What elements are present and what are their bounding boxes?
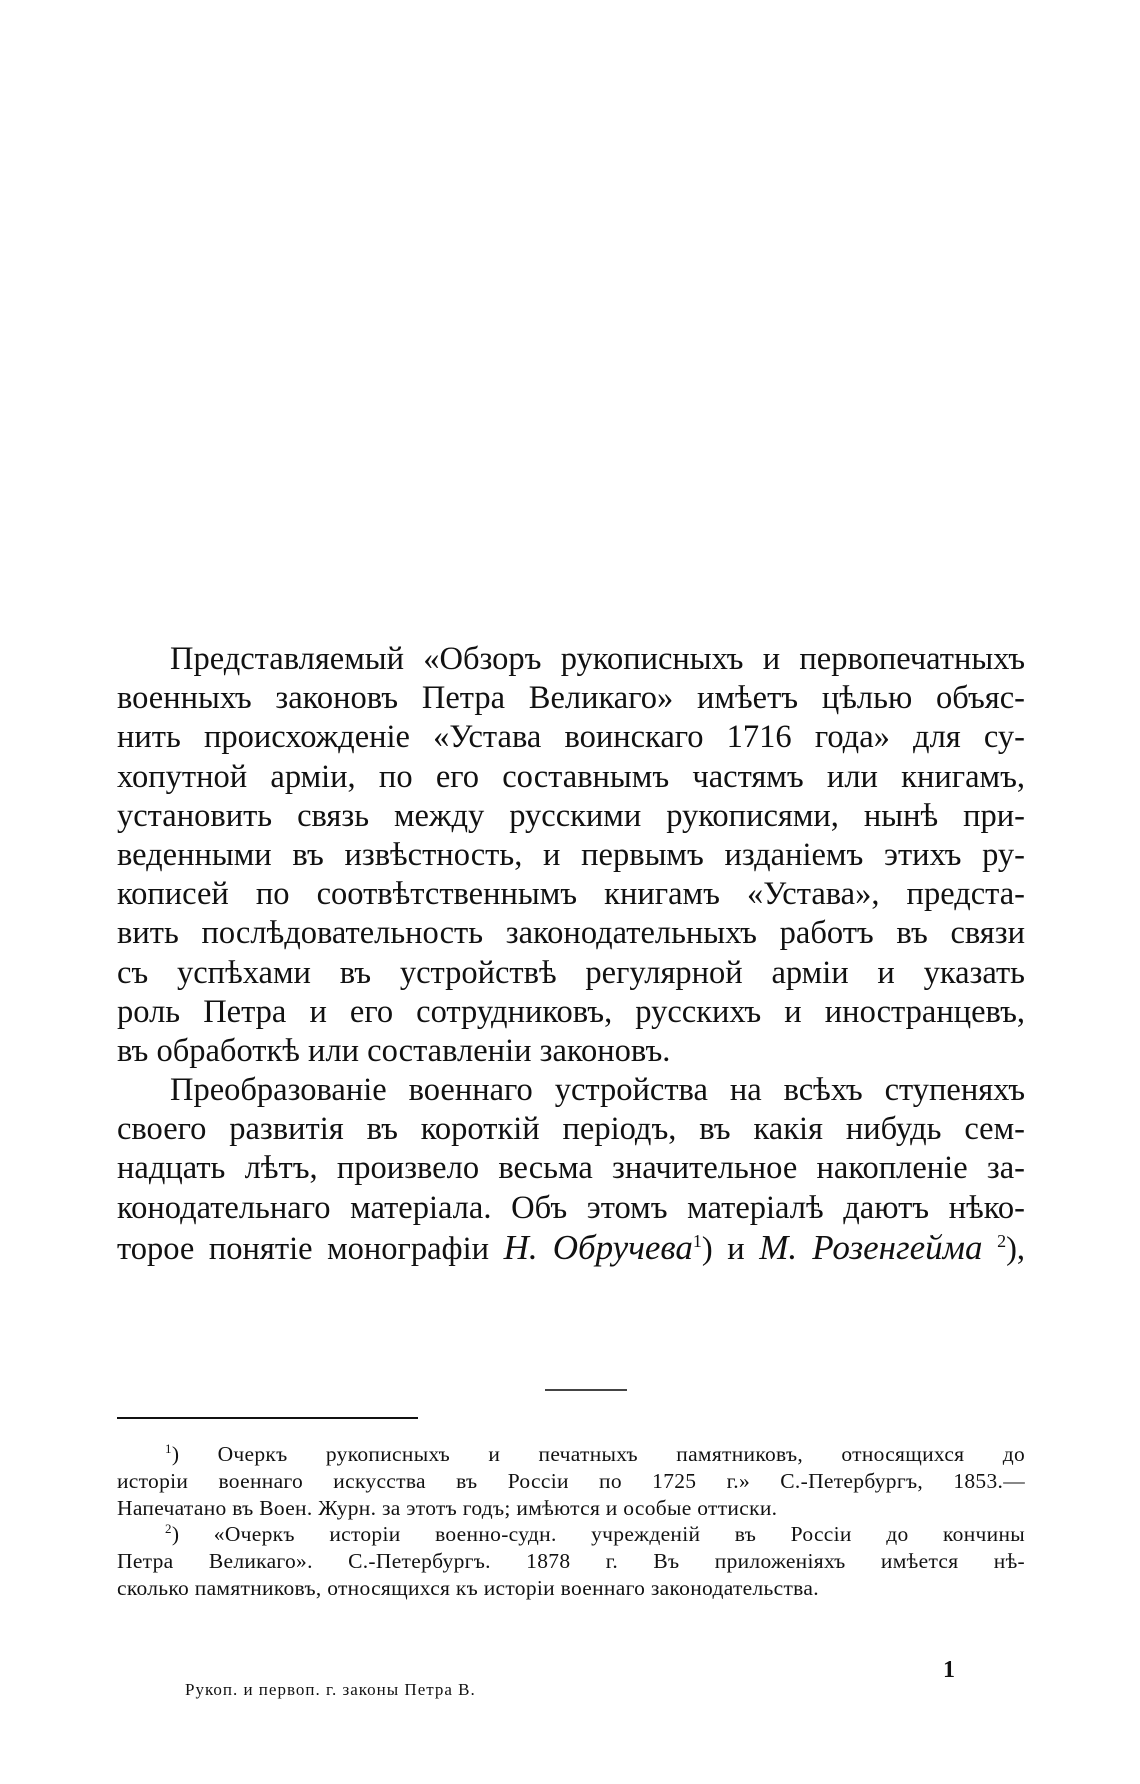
text-line: въ обработкѣ или составленіи законовъ. [117,1032,671,1069]
text-line: съ успѣхами въ устройствѣ регулярной арміи и указать [117,954,1025,991]
text-line: надцать лѣтъ, произвело весьма значительное накопленіе за- [117,1150,1025,1187]
text-line: нить происхожденіе «Устава воинскаго 1716 года» для су- [117,719,1025,756]
line-text: торое понятіе монографіи [117,1230,490,1267]
text-line: Представляемый «Обзоръ рукописныхъ и первопечатныхъ [170,641,1025,677]
footnote-line: сколько памятниковъ, относящихся къ исторіи военнаго законодательства. [117,1575,819,1600]
footnote-line: Напечатано въ Воен. Журн. за этотъ годъ; имѣются и особые оттиски. [117,1495,778,1520]
printer-mark [545,1389,627,1391]
footnote-text: ) «Очеркъ исторіи военно-судн. учрежденій въ Россіи до кончины [171,1522,1025,1547]
conjunction: и [727,1230,745,1267]
text-line: Преобразованіе военнаго устройства на всѣхъ ступеняхъ [170,1072,1025,1109]
footnotes [117,1441,1025,1602]
text-line: установить связь между русскими рукописями, нынѣ при- [117,797,1025,834]
text-line: хопутной арміи, по его составнымъ частямъ или книгамъ, [117,758,1025,795]
author-rosengeim: М. Розенгейма [759,1227,983,1267]
footnote-ref-2: 2 [997,1230,1007,1251]
line-tail: ), [1006,1230,1026,1267]
signature-mark: Рукоп. и первоп. г. законы Петра В. [185,1680,476,1699]
text-line: веденными въ извѣстность, и первымъ изданіемъ этихъ ру- [117,836,1025,873]
footnote-line [117,1521,1025,1548]
page-number: 1 [943,1657,955,1683]
body-text [117,640,1025,1267]
text-line: своего развитія въ короткій періодъ, въ какія нибудь сем- [117,1111,1025,1148]
footnote-text: ) Очеркъ рукописныхъ и печатныхъ памятниковъ, относящихся до [171,1442,1025,1466]
footnote-ref-1: 1 [692,1230,702,1251]
footnote-line: исторіи военнаго искусства въ Россіи по 1725 г.» С.-Петербургъ, 1853.— [117,1468,1025,1493]
text-line: роль Петра и его сотрудниковъ, русскихъ и иностранцевъ, [117,993,1025,1030]
footnote-marker: 2 [165,1521,172,1537]
footnote-line [117,1441,1025,1468]
footnote-marker: 1 [165,1440,172,1456]
footnote-divider [117,1417,418,1419]
text-line-last: торое понятіе монографіи Н. Обручева$^1$) и М. Розенгейма $^2$), [117,1227,1026,1267]
footnote-line: Петра Великаго». С.-Петербургъ. 1878 г. Въ приложеніяхъ имѣется нѣ- [117,1549,1025,1574]
text-line: военныхъ законовъ Петра Великаго» имѣетъ цѣлью объяс- [117,680,1025,717]
text-line: вить послѣдовательность законодательныхъ работъ въ связи [117,915,1025,952]
text-line: кописей по соотвѣтственнымъ книгамъ «Устава», предста- [117,876,1025,913]
author-obruchev: Н. Обручева [503,1227,693,1267]
text-line: конодательнаго матеріала. Объ этомъ матеріалѣ даютъ нѣко- [117,1189,1025,1226]
